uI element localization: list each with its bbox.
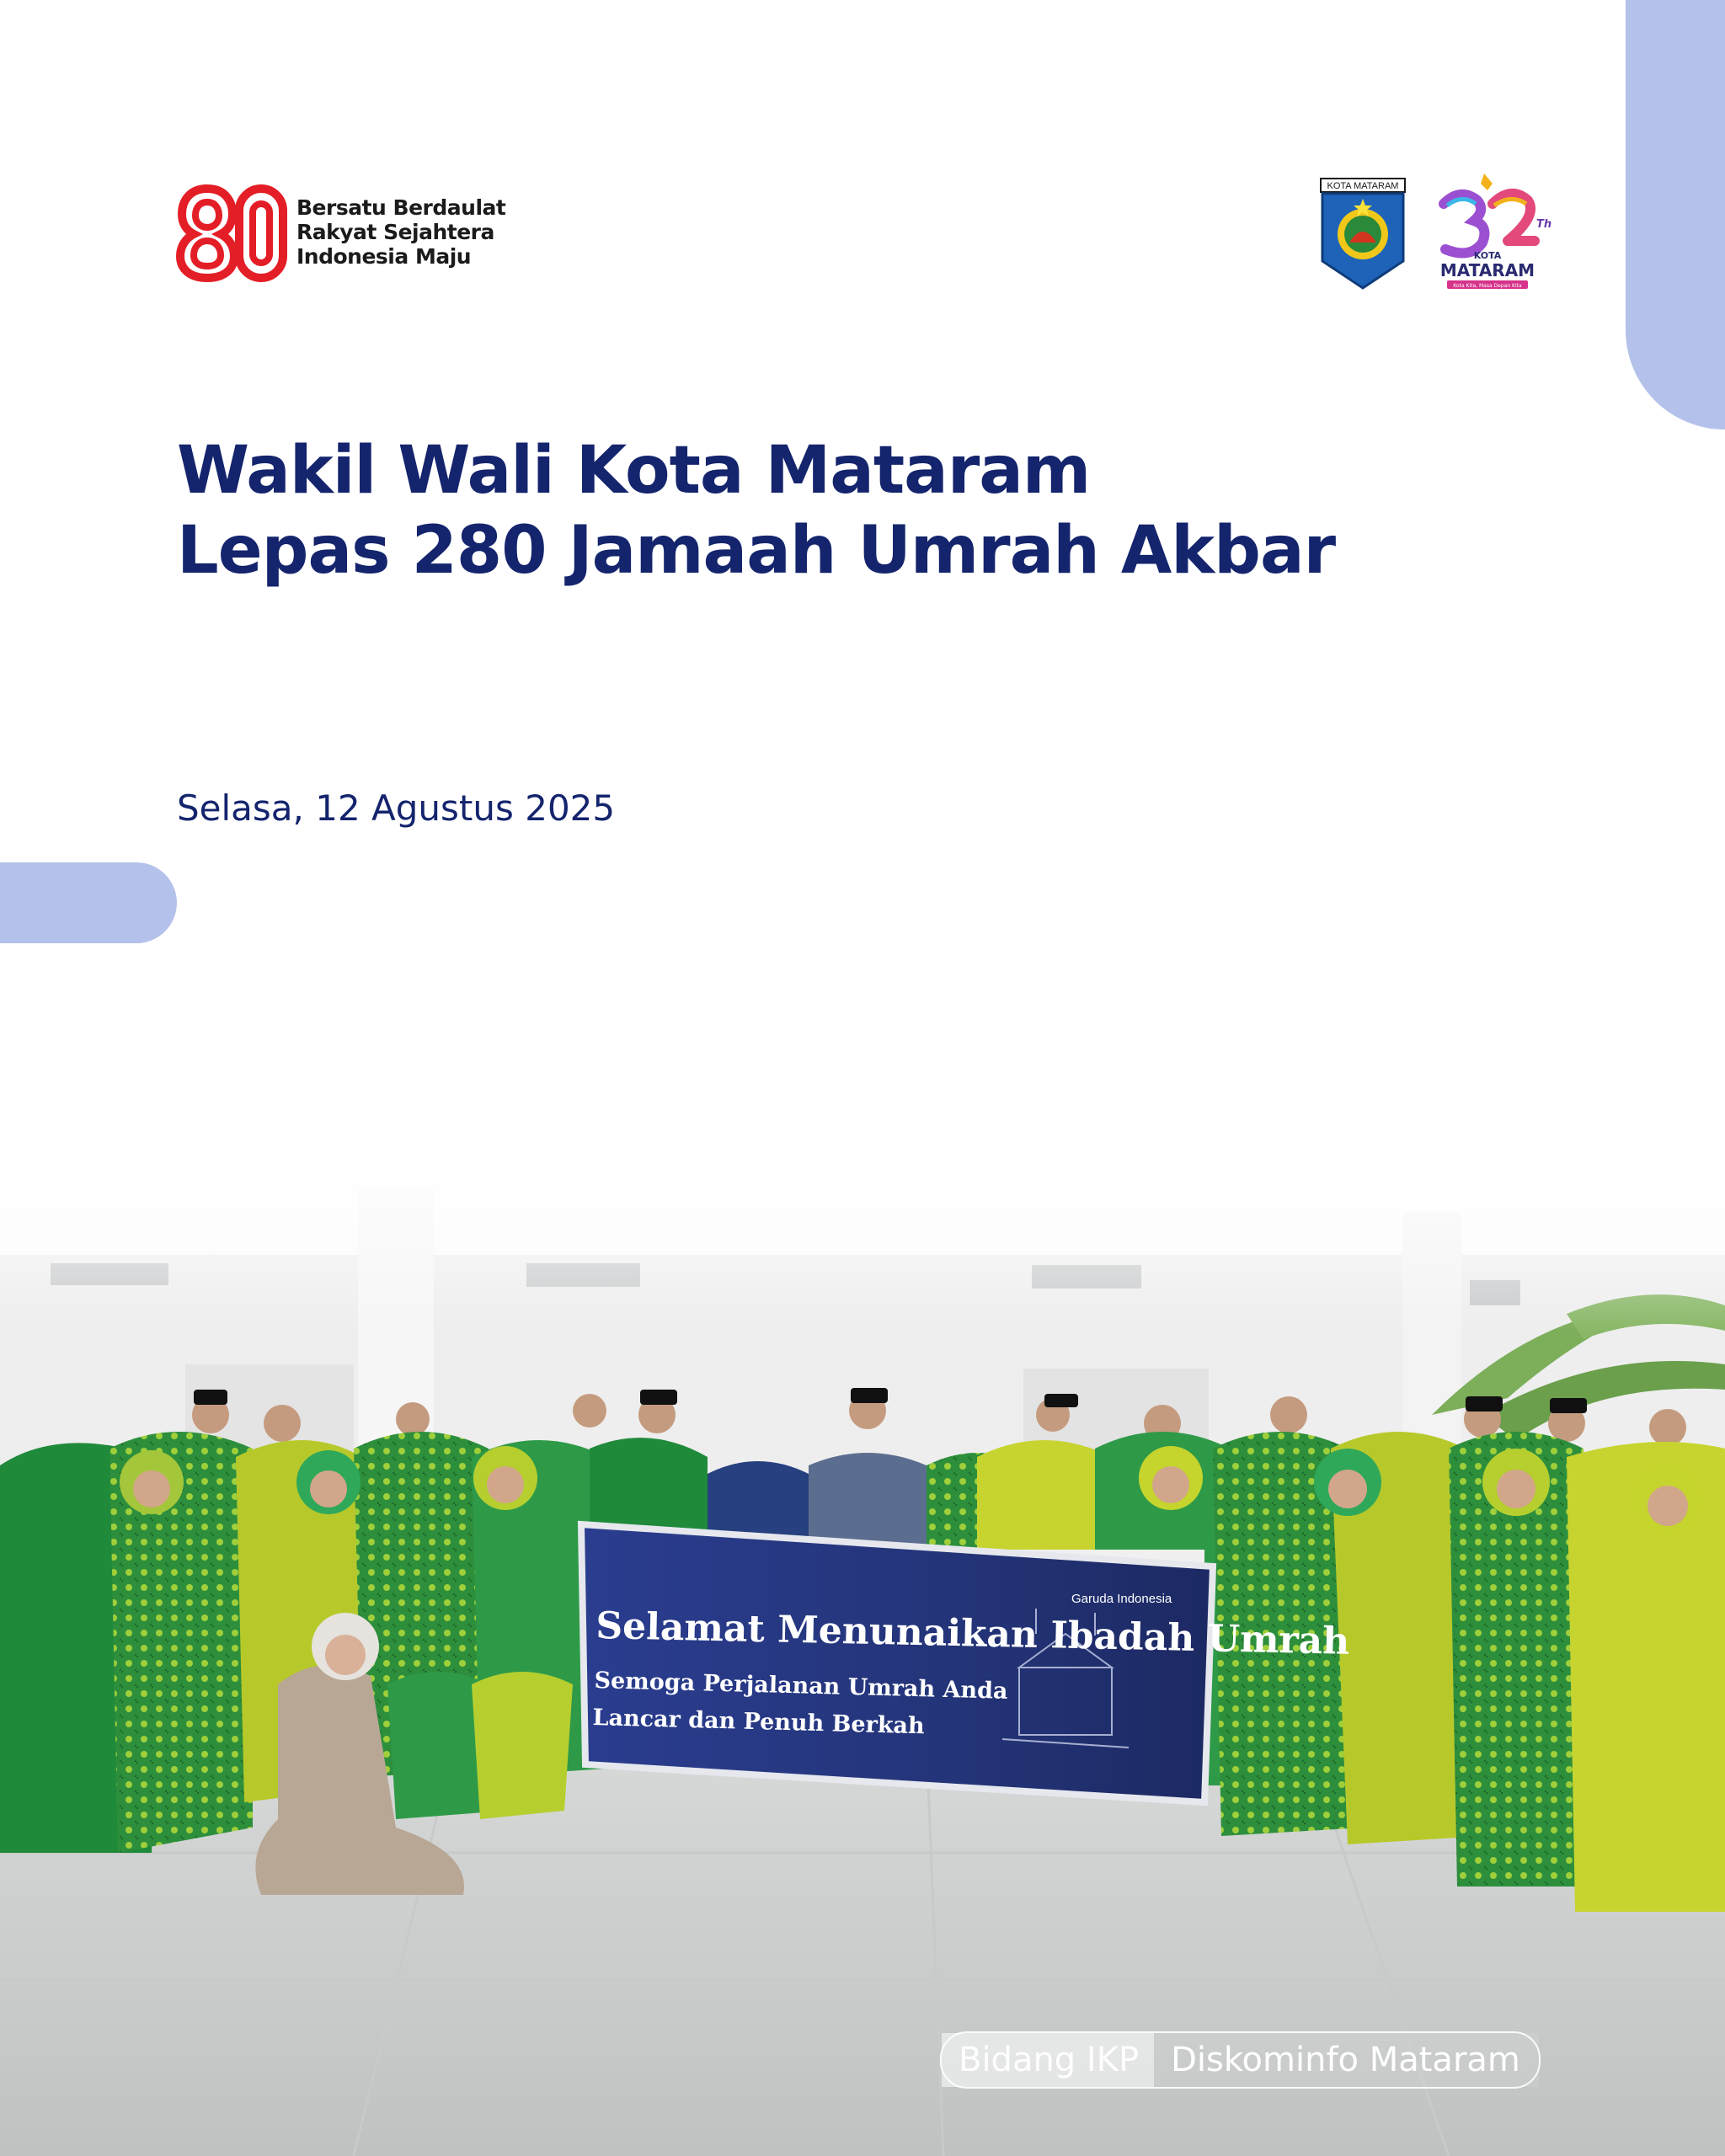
kota-mataram-crest-icon: [1319, 177, 1407, 290]
photo-credit: [940, 2031, 1541, 2089]
group-photo: [0, 943, 1725, 2156]
tagline: [296, 195, 505, 269]
crest-label: KOTA MATARAM: [1327, 181, 1399, 191]
banner-line-3: Lancar dan Penuh Berkah: [592, 1705, 926, 1740]
tagline-line-3: Indonesia Maju: [296, 244, 472, 269]
anniv-motto: Kota Kita, Masa Depan Kita: [1453, 283, 1522, 289]
anniv-suffix: Th: [1536, 218, 1552, 231]
indonesia-80-logo-icon: [179, 184, 286, 281]
anniv-line-1: KOTA: [1473, 250, 1502, 261]
headline-line-1: Wakil Wali Kota Mataram: [177, 433, 1091, 509]
top-right-accent-shape: [1626, 0, 1725, 430]
tagline-line-1: Bersatu Berdaulat: [296, 195, 506, 220]
credit-department: Bidang IKP: [942, 2033, 1154, 2087]
banner-brand: Garuda Indonesia: [1071, 1592, 1172, 1606]
left-accent-shape: [0, 862, 177, 943]
anniv-line-2: MATARAM: [1439, 260, 1535, 280]
headline: [177, 431, 1335, 591]
banner-line-1: Selamat Menunaikan Ibadah Umrah: [595, 1604, 1350, 1663]
32th-kota-mataram-logo-icon: [1427, 172, 1552, 293]
headline-line-2: Lepas 280 Jamaah Umrah Akbar: [177, 513, 1336, 589]
credit-agency: Diskominfo Mataram: [1154, 2033, 1539, 2087]
banner-line-2: Semoga Perjalanan Umrah Anda: [594, 1668, 1008, 1705]
tagline-line-2: Rakyat Sejahtera: [296, 220, 494, 244]
group-photo-illustration: [0, 943, 1725, 2156]
date-text: Selasa, 12 Agustus 2025: [177, 787, 616, 829]
